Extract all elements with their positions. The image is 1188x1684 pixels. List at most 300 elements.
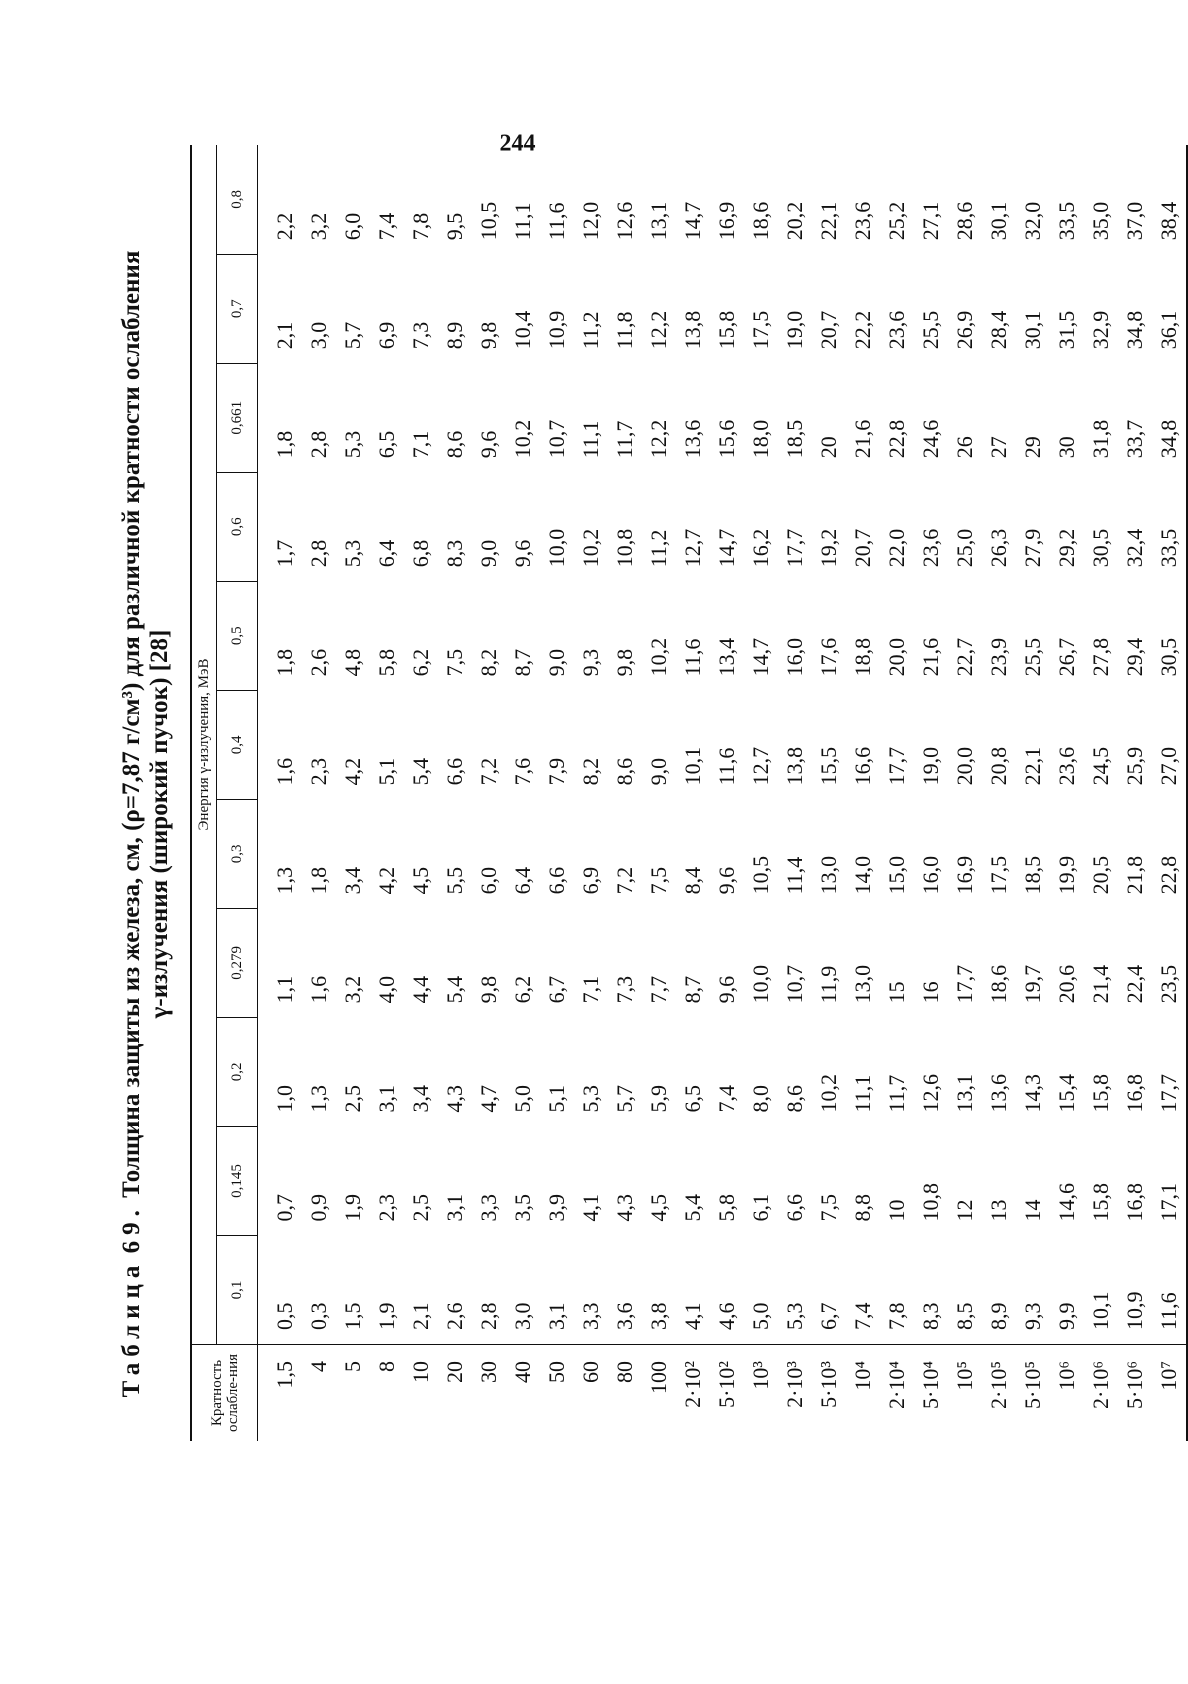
thickness-cell: 13,1	[952, 1073, 977, 1113]
table-row	[574, 145, 608, 1441]
thickness-cell: 1,1	[272, 975, 297, 1004]
table-row	[710, 145, 744, 1441]
thickness-cell: 4,2	[374, 866, 399, 895]
thickness-cell: 4,1	[680, 1302, 705, 1330]
thickness-cell: 3,2	[340, 975, 365, 1004]
thickness-cell: 9,8	[612, 648, 637, 677]
thickness-cell: 7,9	[544, 757, 569, 786]
thickness-cell: 9,6	[714, 975, 739, 1004]
thickness-cell: 12,2	[646, 419, 671, 459]
thickness-cell: 8,6	[782, 1084, 807, 1113]
header-energy: Энергия γ-излучения, МэВ	[191, 145, 217, 1345]
thickness-cell: 17,1	[1152, 1126, 1187, 1235]
thickness-cell: 11,7	[884, 1074, 909, 1113]
thickness-cell: 7,8	[884, 1302, 909, 1330]
thickness-cell: 30,5	[1088, 528, 1113, 568]
thickness-cell: 23,5	[1152, 908, 1187, 1017]
thickness-cell: 38,4	[1152, 145, 1187, 254]
thickness-cell: 11,4	[782, 856, 807, 895]
thickness-cell: 3,0	[306, 321, 331, 350]
thickness-cell: 6,6	[544, 866, 569, 895]
thickness-cell: 15,8	[1088, 1073, 1113, 1113]
table-row	[540, 145, 574, 1441]
thickness-cell: 5,4	[680, 1193, 705, 1222]
thickness-cell: 11,9	[816, 965, 841, 1004]
thickness-cell: 10,9	[544, 310, 569, 350]
thickness-cell: 20,5	[1088, 855, 1113, 895]
attenuation-factor-cell: 30	[472, 1345, 506, 1442]
thickness-cell: 3,6	[612, 1302, 637, 1330]
thickness-cell: 7,5	[646, 866, 671, 895]
thickness-cell: 18,6	[986, 964, 1011, 1004]
thickness-cell: 10,0	[748, 964, 773, 1004]
table-row	[1084, 145, 1118, 1441]
thickness-cell: 37,0	[1122, 201, 1147, 241]
attenuation-factor-cell: 10	[404, 1345, 438, 1442]
thickness-cell: 20,6	[1054, 964, 1079, 1004]
thickness-cell: 5,3	[578, 1084, 603, 1113]
thickness-cell: 18,6	[748, 201, 773, 241]
thickness-cell: 10,8	[612, 528, 637, 568]
thickness-cell: 9,9	[1054, 1302, 1079, 1330]
thickness-cell: 0,7	[272, 1193, 297, 1222]
thickness-cell: 10,1	[680, 746, 705, 786]
thickness-cell: 29,4	[1122, 637, 1147, 677]
attenuation-factor-cell: 2·10²	[676, 1345, 710, 1442]
thickness-cell: 8,5	[952, 1302, 977, 1330]
thickness-cell: 26,9	[952, 310, 977, 350]
thickness-cell: 5,1	[374, 757, 399, 786]
thickness-cell: 5,4	[442, 975, 467, 1004]
thickness-cell: 9,3	[1020, 1302, 1045, 1330]
thickness-cell: 7,4	[714, 1084, 739, 1113]
thickness-cell: 15,8	[714, 310, 739, 350]
thickness-cell: 7,4	[850, 1302, 875, 1330]
thickness-cell: 22,8	[1152, 799, 1187, 908]
thickness-cell: 1,6	[272, 757, 297, 786]
thickness-cell: 7,7	[646, 975, 671, 1004]
thickness-cell: 8,6	[442, 430, 467, 459]
table-row	[1016, 145, 1050, 1441]
thickness-cell: 25,9	[1122, 746, 1147, 786]
thickness-cell: 24,6	[918, 419, 943, 459]
thickness-cell: 16	[918, 981, 943, 1004]
thickness-cell: 28,6	[952, 201, 977, 241]
thickness-cell: 35,0	[1088, 201, 1113, 241]
thickness-cell: 20,0	[952, 746, 977, 786]
thickness-cell: 0,3	[306, 1302, 331, 1330]
thickness-cell: 2,8	[306, 539, 331, 568]
thickness-cell: 10,2	[578, 528, 603, 568]
thickness-cell: 9,0	[544, 648, 569, 677]
table-row	[676, 145, 710, 1441]
thickness-cell: 33,7	[1122, 419, 1147, 459]
table-caption	[118, 174, 174, 1474]
thickness-cell: 1,9	[374, 1302, 399, 1330]
thickness-cell: 7,6	[510, 757, 535, 786]
thickness-cell: 8,7	[680, 975, 705, 1004]
thickness-cell: 22,4	[1122, 964, 1147, 1004]
thickness-cell: 2,5	[408, 1193, 433, 1222]
thickness-cell: 18,8	[850, 637, 875, 677]
thickness-cell: 23,6	[918, 528, 943, 568]
attenuation-factor-cell: 10⁷	[1152, 1345, 1187, 1442]
thickness-cell: 12,2	[646, 310, 671, 350]
thickness-cell: 8,3	[442, 539, 467, 568]
thickness-cell: 11,6	[680, 638, 705, 677]
thickness-cell: 6,1	[748, 1193, 773, 1222]
thickness-cell: 24,5	[1088, 746, 1113, 786]
thickness-cell: 15,5	[816, 746, 841, 786]
thickness-cell: 3,3	[578, 1302, 603, 1330]
thickness-cell: 4,3	[442, 1084, 467, 1113]
thickness-cell: 1,7	[272, 539, 297, 568]
thickness-cell: 6,7	[544, 975, 569, 1004]
thickness-cell: 6,5	[680, 1084, 705, 1113]
thickness-cell: 2,1	[272, 321, 297, 350]
thickness-cell: 11,6	[714, 747, 739, 786]
header-attenuation-factor: Кратность ослабле-ния	[191, 1345, 258, 1442]
thickness-cell: 16,0	[918, 855, 943, 895]
thickness-cell: 7,1	[408, 430, 433, 459]
thickness-cell: 8,2	[578, 757, 603, 786]
thickness-cell: 5,3	[782, 1302, 807, 1330]
thickness-cell: 13,1	[646, 201, 671, 241]
thickness-cell: 11,1	[578, 420, 603, 459]
thickness-cell: 11,1	[510, 202, 535, 241]
thickness-cell: 17,5	[748, 310, 773, 350]
thickness-cell: 11,6	[544, 202, 569, 241]
thickness-cell: 7,5	[816, 1193, 841, 1222]
header-energy-6: 0,5	[217, 581, 258, 690]
thickness-cell: 21,8	[1122, 855, 1147, 895]
thickness-cell: 6,6	[442, 757, 467, 786]
thickness-cell: 1,3	[306, 1084, 331, 1113]
thickness-cell: 14,7	[748, 637, 773, 677]
page-number: 244	[499, 130, 536, 157]
table-row	[472, 145, 506, 1441]
thickness-cell: 20,8	[986, 746, 1011, 786]
thickness-cell: 15,6	[714, 419, 739, 459]
header-energy-9: 0,7	[217, 254, 258, 363]
thickness-cell: 4,8	[340, 648, 365, 677]
thickness-cell: 22,1	[1020, 746, 1045, 786]
thickness-cell: 12,0	[578, 201, 603, 241]
thickness-cell: 25,2	[884, 201, 909, 241]
thickness-cell: 31,8	[1088, 419, 1113, 459]
thickness-cell: 17,5	[986, 855, 1011, 895]
thickness-cell: 4,6	[714, 1302, 739, 1330]
table-row	[336, 145, 370, 1441]
table-row	[914, 145, 948, 1441]
thickness-cell: 1,3	[272, 866, 297, 895]
thickness-cell: 22,8	[884, 419, 909, 459]
table-row	[948, 145, 982, 1441]
thickness-cell: 21,6	[850, 419, 875, 459]
thickness-cell: 15	[884, 981, 909, 1004]
thickness-cell: 32,9	[1088, 310, 1113, 350]
thickness-cell: 5,5	[442, 866, 467, 895]
thickness-cell: 32,4	[1122, 528, 1147, 568]
thickness-cell: 10,5	[476, 201, 501, 241]
thickness-cell: 14,0	[850, 855, 875, 895]
thickness-cell: 20,2	[782, 201, 807, 241]
table-row	[812, 145, 846, 1441]
thickness-cell: 9,3	[578, 648, 603, 677]
attenuation-factor-cell: 60	[574, 1345, 608, 1442]
thickness-cell: 10,8	[918, 1182, 943, 1222]
thickness-cell: 2,6	[442, 1302, 467, 1330]
thickness-cell: 1,6	[306, 975, 331, 1004]
thickness-cell: 23,6	[1054, 746, 1079, 786]
thickness-cell: 6,2	[510, 975, 535, 1004]
table-label: Таблица	[118, 1259, 145, 1398]
table-row	[642, 145, 676, 1441]
thickness-cell: 17,7	[952, 964, 977, 1004]
thickness-cell: 19,0	[918, 746, 943, 786]
thickness-cell: 7,2	[612, 866, 637, 895]
thickness-cell: 10,2	[510, 419, 535, 459]
thickness-cell: 16,9	[714, 201, 739, 241]
thickness-cell: 3,9	[544, 1193, 569, 1222]
thickness-cell: 18,0	[748, 419, 773, 459]
thickness-cell: 5,0	[510, 1084, 535, 1113]
thickness-cell: 29	[1020, 436, 1045, 459]
thickness-cell: 10,7	[544, 419, 569, 459]
thickness-cell: 10,7	[782, 964, 807, 1004]
thickness-cell: 30,1	[986, 201, 1011, 241]
thickness-cell: 25,5	[918, 310, 943, 350]
table-row	[744, 145, 778, 1441]
thickness-cell: 0,9	[306, 1193, 331, 1222]
table-row	[1118, 145, 1152, 1441]
thickness-cell: 9,0	[476, 539, 501, 568]
thickness-cell: 16,8	[1122, 1073, 1147, 1113]
thickness-cell: 6,0	[340, 212, 365, 241]
thickness-cell: 8,9	[442, 321, 467, 350]
thickness-cell: 7,3	[408, 321, 433, 350]
header-energy-2: 0,2	[217, 1017, 258, 1126]
thickness-cell: 19,0	[782, 310, 807, 350]
thickness-cell: 1,9	[340, 1193, 365, 1222]
thickness-cell: 1,8	[306, 866, 331, 895]
thickness-cell: 13,8	[680, 310, 705, 350]
attenuation-factor-cell: 10³	[744, 1345, 778, 1442]
attenuation-table	[190, 145, 1188, 1441]
thickness-cell: 10	[884, 1199, 909, 1222]
thickness-cell: 0,5	[272, 1302, 297, 1330]
thickness-cell: 17,7	[782, 528, 807, 568]
attenuation-factor-cell: 5·10⁴	[914, 1345, 948, 1442]
thickness-cell: 27,8	[1088, 637, 1113, 677]
thickness-cell: 21,4	[1088, 964, 1113, 1004]
attenuation-factor-cell: 100	[642, 1345, 676, 1442]
thickness-cell: 3,3	[476, 1193, 501, 1222]
thickness-cell: 9,6	[714, 866, 739, 895]
thickness-cell: 6,6	[782, 1193, 807, 1222]
thickness-cell: 19,2	[816, 528, 841, 568]
thickness-cell: 2,6	[306, 648, 331, 677]
thickness-cell: 6,9	[374, 321, 399, 350]
thickness-cell: 15,8	[1088, 1182, 1113, 1222]
thickness-cell: 23,6	[850, 201, 875, 241]
thickness-cell: 22,1	[816, 201, 841, 241]
thickness-cell: 2,1	[408, 1302, 433, 1330]
thickness-cell: 4,7	[476, 1084, 501, 1113]
thickness-cell: 26,3	[986, 528, 1011, 568]
thickness-cell: 7,4	[374, 212, 399, 241]
header-energy-10: 0,8	[217, 145, 258, 254]
thickness-cell: 13,6	[680, 419, 705, 459]
thickness-cell: 21,6	[918, 637, 943, 677]
thickness-cell: 13,0	[816, 855, 841, 895]
attenuation-factor-cell: 2·10⁴	[880, 1345, 914, 1442]
table-row	[258, 145, 303, 1441]
thickness-cell: 1,8	[272, 430, 297, 459]
thickness-cell: 9,6	[476, 430, 501, 459]
thickness-cell: 10,5	[748, 855, 773, 895]
header-energy-5: 0,4	[217, 690, 258, 799]
thickness-cell: 4,5	[408, 866, 433, 895]
thickness-cell: 5,4	[408, 757, 433, 786]
thickness-cell: 4,3	[612, 1193, 637, 1222]
attenuation-factor-cell: 20	[438, 1345, 472, 1442]
thickness-cell: 4,4	[408, 975, 433, 1004]
thickness-cell: 25,5	[1020, 637, 1045, 677]
attenuation-factor-cell: 5·10³	[812, 1345, 846, 1442]
thickness-cell: 5,1	[544, 1084, 569, 1113]
thickness-cell: 10,9	[1122, 1291, 1147, 1330]
thickness-cell: 22,2	[850, 310, 875, 350]
thickness-cell: 3,4	[340, 866, 365, 895]
thickness-cell: 10,4	[510, 310, 535, 350]
attenuation-factor-cell: 5	[336, 1345, 370, 1442]
thickness-cell: 36,1	[1152, 254, 1187, 363]
thickness-cell: 9,5	[442, 212, 467, 241]
table-row	[608, 145, 642, 1441]
thickness-cell: 11,8	[612, 311, 637, 350]
table-row	[982, 145, 1016, 1441]
thickness-cell: 3,0	[510, 1302, 535, 1330]
attenuation-factor-cell: 80	[608, 1345, 642, 1442]
thickness-cell: 3,2	[306, 212, 331, 241]
thickness-cell: 14,7	[680, 201, 705, 241]
thickness-cell: 3,8	[646, 1302, 671, 1330]
thickness-cell: 16,0	[782, 637, 807, 677]
attenuation-factor-cell: 1,5	[258, 1345, 303, 1442]
header-energy-7: 0,6	[217, 472, 258, 581]
thickness-cell: 12	[952, 1199, 977, 1222]
thickness-cell: 26,7	[1054, 637, 1079, 677]
thickness-cell: 8,2	[476, 648, 501, 677]
table-row	[438, 145, 472, 1441]
table-row	[404, 145, 438, 1441]
table-row	[506, 145, 540, 1441]
thickness-cell: 2,8	[476, 1302, 501, 1330]
thickness-cell: 11,2	[646, 529, 671, 568]
thickness-cell: 5,8	[374, 648, 399, 677]
thickness-cell: 23,9	[986, 637, 1011, 677]
thickness-cell: 16,6	[850, 746, 875, 786]
thickness-cell: 22,7	[952, 637, 977, 677]
thickness-cell: 8,9	[986, 1302, 1011, 1330]
thickness-cell: 27,9	[1020, 528, 1045, 568]
thickness-cell: 5,9	[646, 1084, 671, 1113]
thickness-cell: 5,3	[340, 430, 365, 459]
thickness-cell: 31,5	[1054, 310, 1079, 350]
table-row	[778, 145, 812, 1441]
thickness-cell: 3,5	[510, 1193, 535, 1222]
table-row	[1050, 145, 1084, 1441]
thickness-cell: 12,7	[680, 528, 705, 568]
thickness-cell: 27,1	[918, 201, 943, 241]
thickness-cell: 12,6	[918, 1073, 943, 1113]
thickness-cell: 18,5	[1020, 855, 1045, 895]
thickness-cell: 32,0	[1020, 201, 1045, 241]
thickness-cell: 5,3	[340, 539, 365, 568]
table-row	[880, 145, 914, 1441]
caption-line-1	[118, 174, 146, 1474]
thickness-cell: 8,7	[510, 648, 535, 677]
thickness-cell: 20,7	[850, 528, 875, 568]
thickness-cell: 13,4	[714, 637, 739, 677]
thickness-cell: 15,0	[884, 855, 909, 895]
thickness-cell: 29,2	[1054, 528, 1079, 568]
thickness-cell: 33,5	[1054, 201, 1079, 241]
attenuation-factor-cell: 10⁶	[1050, 1345, 1084, 1442]
thickness-cell: 4,2	[340, 757, 365, 786]
attenuation-factor-cell: 2·10³	[778, 1345, 812, 1442]
thickness-cell: 3,4	[408, 1084, 433, 1113]
thickness-cell: 2,3	[374, 1193, 399, 1222]
thickness-cell: 19,7	[1020, 964, 1045, 1004]
thickness-cell: 9,6	[510, 539, 535, 568]
thickness-cell: 8,6	[612, 757, 637, 786]
thickness-cell: 8,8	[850, 1193, 875, 1222]
header-energy-4: 0,3	[217, 799, 258, 908]
thickness-cell: 6,0	[476, 866, 501, 895]
thickness-cell: 4,0	[374, 975, 399, 1004]
thickness-cell: 12,7	[748, 746, 773, 786]
thickness-cell: 6,4	[374, 539, 399, 568]
thickness-cell: 6,7	[816, 1302, 841, 1330]
attenuation-factor-cell: 10⁵	[948, 1345, 982, 1442]
thickness-cell: 11,2	[578, 311, 603, 350]
thickness-cell: 3,1	[374, 1084, 399, 1113]
table-row	[302, 145, 336, 1441]
thickness-cell: 14,6	[1054, 1182, 1079, 1222]
thickness-cell: 10,0	[544, 528, 569, 568]
thickness-cell: 6,2	[408, 648, 433, 677]
thickness-cell: 23,6	[884, 310, 909, 350]
thickness-cell: 3,1	[544, 1302, 569, 1330]
thickness-cell: 14	[1020, 1199, 1045, 1222]
thickness-cell: 13	[986, 1199, 1011, 1222]
thickness-cell: 6,5	[374, 430, 399, 459]
thickness-cell: 16,2	[748, 528, 773, 568]
thickness-cell: 16,8	[1122, 1182, 1147, 1222]
table-number: 69.	[118, 1204, 145, 1254]
attenuation-factor-cell: 4	[302, 1345, 336, 1442]
thickness-cell: 9,8	[476, 975, 501, 1004]
thickness-cell: 34,8	[1122, 310, 1147, 350]
thickness-cell: 13,0	[850, 964, 875, 1004]
thickness-cell: 1,5	[340, 1302, 365, 1330]
thickness-cell: 7,5	[442, 648, 467, 677]
thickness-cell: 11,1	[850, 1074, 875, 1113]
thickness-cell: 2,3	[306, 757, 331, 786]
thickness-cell: 18,5	[782, 419, 807, 459]
